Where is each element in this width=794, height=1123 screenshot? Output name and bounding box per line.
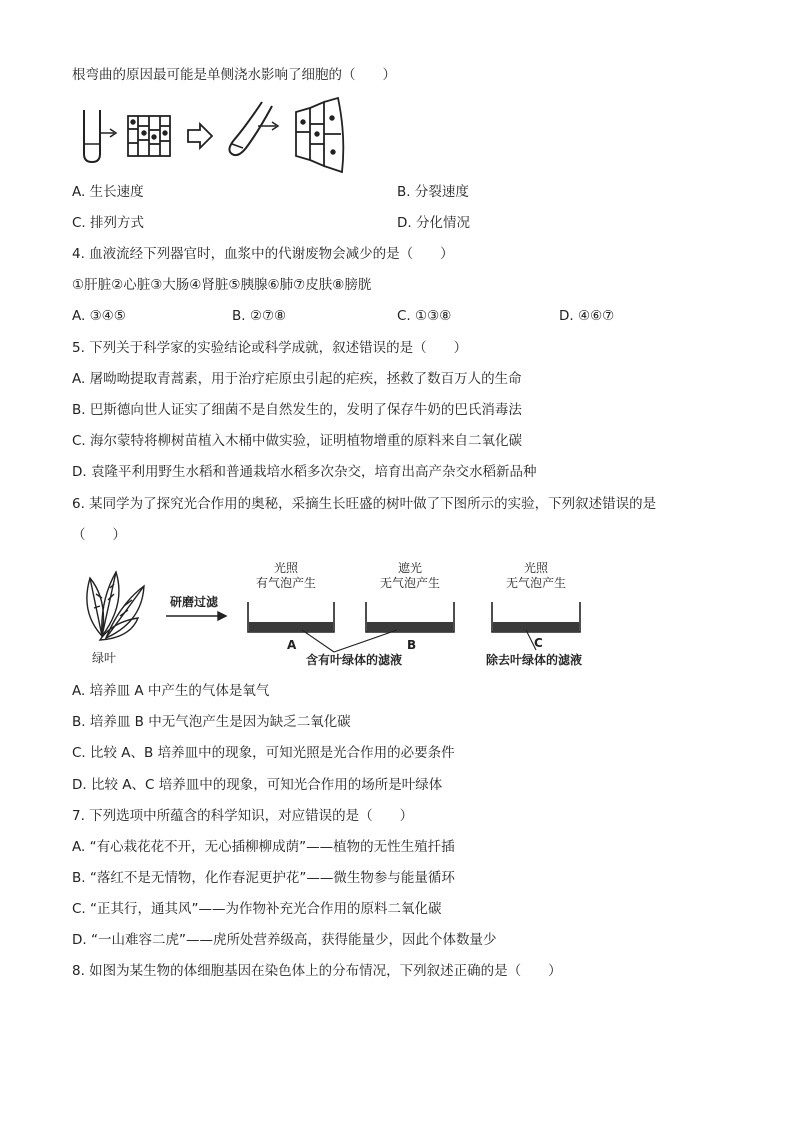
dish-a-light-label: 光照 — [273, 561, 299, 575]
q4-stem: 4. 血液流经下列器官时，血浆中的代谢废物会减少的是（ ） — [72, 246, 454, 262]
q5-option-d: D. 袁隆平利用野生水稻和普通栽培水稻多次杂交，培育出高产杂交水稻新品种 — [72, 464, 537, 480]
dish-b-result-label: 无气泡产生 — [379, 576, 441, 590]
dish-c-light-label: 光照 — [523, 561, 549, 575]
filtrate-ab-label: 含有叶绿体的滤液 — [305, 653, 403, 667]
q5-option-b: B. 巴斯德向世人证实了细菌不是自然发生的，发明了保存牛奶的巴氏消毒法 — [72, 402, 522, 418]
q6-option-b: B. 培养皿 B 中无气泡产生是因为缺乏二氧化碳 — [72, 714, 351, 730]
q3-option-a: A. 生长速度 — [72, 184, 144, 200]
dish-c-letter: C — [534, 636, 543, 650]
q6-experiment-figure — [72, 560, 592, 672]
q3-stem-tail: 根弯曲的原因最可能是单侧浇水影响了细胞的（ ） — [72, 67, 396, 83]
elongated-cells-icon — [296, 98, 343, 172]
q4-option-d: D. ④⑥⑦ — [559, 308, 615, 324]
q6-option-c: C. 比较 A、B 培养皿中的现象，可知光照是光合作用的必要条件 — [72, 745, 455, 761]
q6-option-d: D. 比较 A、C 培养皿中的现象，可知光合作用的场所是叶绿体 — [72, 777, 443, 793]
q6-stem: 6. 某同学为了探究光合作用的奥秘，采摘生长旺盛的树叶做了下图所示的实验，下列叙述错误的是 — [72, 496, 657, 512]
q6-option-a: A. 培养皿 A 中产生的气体是氧气 — [72, 683, 270, 699]
q6-stem-bracket: （ ） — [72, 527, 126, 543]
q7-option-a: A. “有心栽花花不开，无心插柳柳成荫”——植物的无性生殖扦插 — [72, 839, 455, 855]
q4-option-c: C. ①③⑧ — [397, 308, 452, 324]
q3-option-d: D. 分化情况 — [397, 215, 470, 231]
process-arrow-icon — [188, 124, 212, 148]
dish-c-icon — [492, 602, 580, 632]
dish-a-icon — [248, 602, 334, 632]
q4-option-a: A. ③④⑤ — [72, 308, 126, 324]
leaf-label: 绿叶 — [91, 651, 117, 665]
dish-b-letter: B — [407, 638, 417, 652]
grind-filter-arrow-icon — [166, 612, 226, 620]
dish-c-result-label: 无气泡产生 — [505, 576, 567, 590]
q5-stem: 5. 下列关于科学家的实验结论或科学成就，叙述错误的是（ ） — [72, 340, 468, 356]
straight-root-icon — [84, 110, 116, 162]
dish-b-icon — [366, 602, 454, 632]
q7-stem: 7. 下列选项中所蕴含的科学知识，对应错误的是（ ） — [72, 808, 414, 824]
q7-option-c: C. “正其行，通其风”——为作物补充光合作用的原料二氧化碳 — [72, 901, 442, 917]
dish-b-light-label: 遮光 — [397, 561, 423, 575]
q8-stem: 8. 如图为某生物的体细胞基因在染色体上的分布情况，下列叙述正确的是（ ） — [72, 963, 562, 979]
filtrate-c-label: 除去叶绿体的滤液 — [485, 653, 583, 667]
q3-option-b: B. 分裂速度 — [397, 184, 469, 200]
q7-option-b: B. “落红不是无情物，化作春泥更护花”——微生物参与能量循环 — [72, 870, 455, 886]
leaves-icon — [87, 572, 144, 640]
q3-root-figure — [76, 96, 356, 176]
q3-option-c: C. 排列方式 — [72, 215, 145, 231]
dish-a-letter: A — [287, 638, 297, 652]
grind-filter-label: 研磨过滤 — [169, 595, 219, 609]
q7-option-d: D. “一山难容二虎”——虎所处营养级高，获得能量少，因此个体数量少 — [72, 932, 497, 948]
bent-root-icon — [229, 102, 278, 155]
q4-organ-list: ①肝脏②心脏③大肠④肾脏⑤胰腺⑥肺⑦皮肤⑧膀胱 — [72, 277, 372, 293]
q5-option-c: C. 海尔蒙特将柳树苗植入木桶中做实验，证明植物增重的原料来自二氧化碳 — [72, 433, 523, 449]
dish-a-result-label: 有气泡产生 — [255, 576, 317, 590]
filtrate-pointer-lines — [302, 630, 536, 652]
regular-cells-icon — [128, 116, 170, 156]
q5-option-a: A. 屠呦呦提取青蒿素，用于治疗疟原虫引起的疟疾，拯救了数百万人的生命 — [72, 371, 522, 387]
q4-option-b: B. ②⑦⑧ — [232, 308, 287, 324]
